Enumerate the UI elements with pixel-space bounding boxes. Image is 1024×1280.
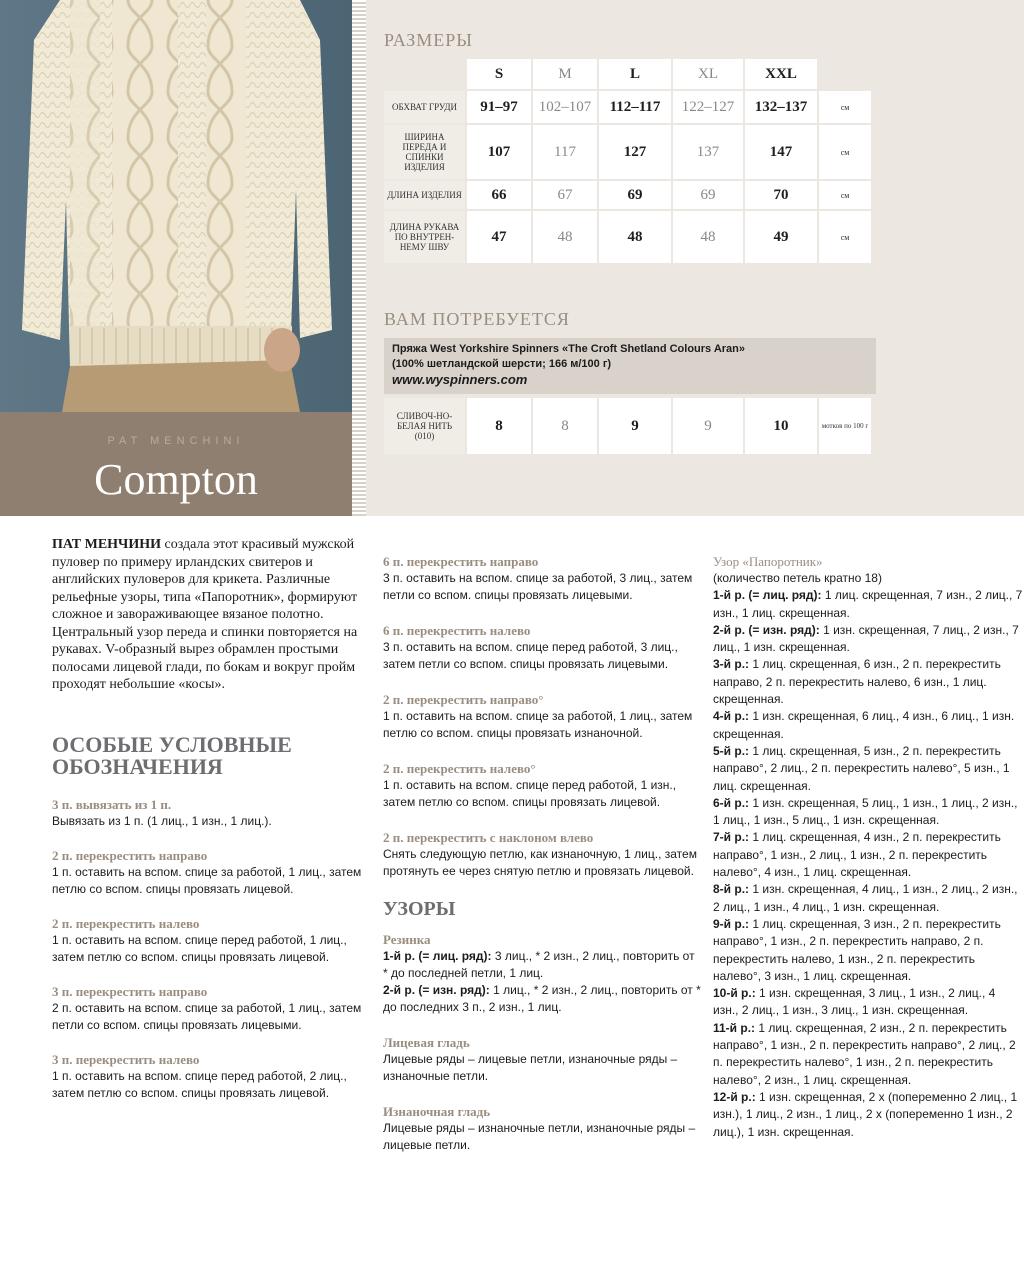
row-label bbox=[384, 398, 465, 454]
size-header: M bbox=[533, 59, 597, 89]
table-cell: 127 bbox=[599, 125, 671, 179]
row-label: 2-й р. (= изн. ряд): bbox=[713, 622, 820, 637]
pattern-row bbox=[383, 982, 701, 1016]
row-label: 1-й р. (= лиц. ряд): bbox=[713, 588, 822, 603]
fern-row bbox=[713, 985, 1024, 1020]
materials-heading: ВАМ ПОТРЕБУЕТСЯ bbox=[384, 309, 570, 329]
patterns-heading: УЗОРЫ bbox=[383, 898, 456, 920]
row-label: 1-й р. (= лиц. ряд): bbox=[383, 949, 492, 963]
table-cell: 137 bbox=[673, 125, 743, 179]
sweater-illustration bbox=[0, 0, 352, 412]
fern-title: Узор «Папоротник» bbox=[713, 554, 823, 569]
row-text: 1 лиц. скрещенная, 3 изн., 2 п. перекрестить направо°, 1 изн., 2 п. перекрестить направо, 2 п. перекрестить налево, 1 изн., 2 п. перекрестить налево°, 3 изн., 1 лиц. скрещенная. bbox=[713, 916, 1001, 983]
legend-item-title: 2 п. перекрестить направо° bbox=[383, 692, 544, 707]
legend-item bbox=[383, 760, 701, 811]
sweater-photo bbox=[0, 0, 352, 412]
fern-row bbox=[713, 1089, 1024, 1141]
legend-item bbox=[52, 847, 370, 898]
table-corner bbox=[819, 59, 871, 89]
table-cell: 48 bbox=[599, 211, 671, 263]
legend-item-title: 6 п. перекрестить налево bbox=[383, 623, 531, 638]
legend-item-desc: Вывязать из 1 п. (1 лиц., 1 изн., 1 лиц.). bbox=[52, 813, 272, 828]
fern-row bbox=[713, 795, 1024, 830]
table-cell: 48 bbox=[533, 211, 597, 263]
legend-item-desc: 3 п. оставить на вспом. спице за работой, 3 лиц., затем петли со вспом. спицы провязать лицевыми. bbox=[383, 571, 693, 602]
color-label: СЛИВОЧ-НО-БЕЛАЯ НИТЬ bbox=[396, 411, 453, 431]
fern-row bbox=[713, 587, 1024, 622]
legend-item bbox=[383, 691, 701, 742]
legend-item-title: 6 п. перекрестить направо bbox=[383, 554, 539, 569]
color-code: (010) bbox=[414, 431, 435, 441]
legend-item-desc: 1 п. оставить на вспом. спице за работой, 1 лиц., затем петлю со вспом. спицы провязать изнаночной. bbox=[383, 709, 693, 740]
legend-item bbox=[52, 1051, 370, 1102]
table-cell: 122–127 bbox=[673, 91, 743, 123]
table-cell: 9 bbox=[599, 398, 671, 454]
row-text: 1 лиц. скрещенная, 2 изн., 2 п. перекрестить направо°, 1 изн., 2 п. перекрестить направо°, 2 лиц., 2 п. перекрестить налево°, 1 изн., 2 п. перекрестить налево°, 2 изн., 1 лиц. скрещенная. bbox=[713, 1020, 1016, 1087]
fern-row bbox=[713, 916, 1024, 985]
legend-item-desc: 1 п. оставить на вспом. спице перед работой, 2 лиц., затем петлю со вспом. спицы провязать лицевой. bbox=[52, 1068, 347, 1100]
row-label: ДЛИНА РУКАВА ПО ВНУТРЕН-НЕМУ ШВУ bbox=[384, 211, 465, 263]
table-cell: 117 bbox=[533, 125, 597, 179]
legend-item bbox=[383, 553, 701, 604]
row-text: 1 изн. скрещенная, 3 лиц., 1 изн., 2 лиц., 4 изн., 2 лиц., 1 изн., 3 лиц., 1 изн. скрещенная. bbox=[713, 986, 996, 1018]
fern-row bbox=[713, 1020, 1024, 1089]
yarn-info bbox=[384, 338, 876, 394]
table-cell: 91–97 bbox=[467, 91, 531, 123]
table-row bbox=[384, 125, 871, 179]
fern-row bbox=[713, 708, 1024, 743]
row-label: 8-й р.: bbox=[713, 882, 750, 897]
legend-item-title: 2 п. перекрестить с наклоном влево bbox=[383, 830, 594, 845]
legend-item bbox=[52, 983, 370, 1034]
row-text: 3 лиц., * 2 изн., 2 лиц., повторить от * до последней петли, 1 лиц. bbox=[383, 949, 695, 980]
table-cell: 69 bbox=[673, 181, 743, 209]
table-row bbox=[384, 211, 871, 263]
fern-note: (количество петель кратно 18) bbox=[713, 571, 882, 585]
row-text: 1 изн. скрещенная, 6 лиц., 4 изн., 6 лиц., 1 изн. скрещенная. bbox=[713, 709, 1015, 741]
intro-body: создала этот красивый мужской пуловер по примеру ирландских свитеров и английских пуловеров для крикета. Различные рельефные узоры, типа «Папоротник», формируют сложное и завораживающее вязаное полотно. Центральный узор переда и спинки повторяется на рукавах. V-образный вырез обрамлен простыми полосами лицевой глади, по бокам и вокруг пройм проходят небольшие «косы». bbox=[52, 537, 358, 692]
legend-heading: ОСОБЫЕ УСЛОВНЫЕ ОБОЗНАЧЕНИЯ bbox=[52, 731, 292, 779]
table-cell: 48 bbox=[673, 211, 743, 263]
legend-item bbox=[383, 622, 701, 673]
row-text: 1 изн. скрещенная, 4 лиц., 1 изн., 2 лиц., 2 изн., 2 лиц., 1 изн., 4 лиц., 1 изн. скрещенная. bbox=[713, 882, 1018, 914]
row-label: 11-й р.: bbox=[713, 1020, 756, 1035]
pattern-row bbox=[383, 948, 701, 982]
row-text: 1 лиц. скрещенная, 7 изн., 2 лиц., 7 изн., 1 лиц. скрещенная. bbox=[713, 588, 1023, 620]
row-label: 3-й р.: bbox=[713, 657, 750, 672]
designer-name: PAT MENCHINI bbox=[107, 435, 245, 447]
table-cell: 112–117 bbox=[599, 91, 671, 123]
yarn-url: www.wyspinners.com bbox=[392, 372, 528, 387]
pattern-title: Изнаночная гладь bbox=[383, 1104, 491, 1119]
row-text: 1 изн. скрещенная, 2 х (попеременно 2 лиц., 1 изн.), 1 лиц., 2 изн., 1 лиц., 2 х (попеременно 1 изн., 2 лиц.), 1 изн. скрещенная. bbox=[713, 1089, 1018, 1139]
pattern-title: Лицевая гладь bbox=[383, 1035, 470, 1050]
legend-item-desc: 1 п. оставить на вспом. спице за работой, 1 лиц., затем петлю со вспом. спицы провязать лицевой. bbox=[52, 864, 362, 896]
legend-item-title: 2 п. перекрестить налево° bbox=[383, 761, 536, 776]
row-text: 1 лиц. скрещенная, 5 изн., 2 п. перекрестить направо°, 2 лиц., 2 п. перекрестить налево°, 5 изн., 1 лиц. скрещенная. bbox=[713, 743, 1010, 793]
legend-item bbox=[52, 796, 370, 830]
table-row bbox=[384, 398, 871, 454]
table-cell: 147 bbox=[745, 125, 817, 179]
size-header: XL bbox=[673, 59, 743, 89]
fern-row bbox=[713, 829, 1024, 881]
row-label: ШИРИНА ПЕРЕДА И СПИНКИ ИЗДЕЛИЯ bbox=[384, 125, 465, 179]
legend-item-desc: 3 п. оставить на вспом. спице перед работой, 3 лиц., затем петли со вспом. спицы провязать лицевыми. bbox=[383, 640, 678, 671]
pattern-desc: Лицевые ряды – изнаночные петли, изнаночные ряды – лицевые петли. bbox=[383, 1121, 696, 1152]
legend-item-desc: Снять следующую петлю, как изнаночную, 1 лиц., затем протянуть ее через снятую петлю и провязать лицевой. bbox=[383, 847, 697, 878]
table-cell: 132–137 bbox=[745, 91, 817, 123]
row-label: 9-й р.: bbox=[713, 916, 750, 931]
table-cell: 69 bbox=[599, 181, 671, 209]
row-text: 1 изн. скрещенная, 5 лиц., 1 изн., 1 лиц., 2 изн., 1 лиц., 1 изн., 5 лиц., 1 изн. скрещенная. bbox=[713, 795, 1018, 828]
column-middle bbox=[383, 553, 701, 1172]
legend-item bbox=[52, 915, 370, 966]
column-left bbox=[52, 536, 370, 1119]
column-right bbox=[713, 553, 1024, 1141]
unit-cell: см bbox=[819, 181, 871, 209]
row-label: 12-й р.: bbox=[713, 1089, 756, 1104]
pattern-stockinette bbox=[383, 1034, 701, 1085]
legend-item-title: 2 п. перекрестить направо bbox=[52, 847, 208, 863]
decorative-edge bbox=[352, 0, 366, 516]
table-cell: 70 bbox=[745, 181, 817, 209]
legend-item-desc: 1 п. оставить на вспом. спице перед работой, 1 изн., затем петлю со вспом. спицы провязать лицевой. bbox=[383, 778, 677, 809]
unit-cell: мотков по 100 г bbox=[819, 398, 871, 454]
fern-row bbox=[713, 743, 1024, 795]
table-row bbox=[384, 91, 871, 123]
table-row bbox=[384, 181, 871, 209]
legend-item-title: 2 п. перекрестить налево bbox=[52, 915, 200, 931]
sizes-table bbox=[382, 57, 873, 265]
yarn-name: Пряжа West Yorkshire Spinners «The Croft Shetland Colours Aran» bbox=[392, 343, 745, 355]
row-label: ДЛИНА ИЗДЕЛИЯ bbox=[384, 181, 465, 209]
size-header: XXL bbox=[745, 59, 817, 89]
pattern-desc: Лицевые ряды – лицевые петли, изнаночные ряды – изнаночные петли. bbox=[383, 1052, 678, 1083]
fern-row bbox=[713, 881, 1024, 916]
unit-cell: см bbox=[819, 125, 871, 179]
fern-row bbox=[713, 622, 1024, 657]
table-cell: 66 bbox=[467, 181, 531, 209]
sizes-heading: РАЗМЕРЫ bbox=[384, 30, 473, 50]
intro-lead: ПАТ МЕНЧИНИ bbox=[52, 537, 161, 552]
yarn-composition: (100% шетландской шерсти; 166 м/100 г) bbox=[392, 358, 612, 370]
legend-item-title: 3 п. перекрестить налево bbox=[52, 1051, 200, 1067]
fern-row bbox=[713, 656, 1024, 708]
table-cell: 10 bbox=[745, 398, 817, 454]
row-label: 10-й р.: bbox=[713, 986, 756, 1001]
table-row bbox=[384, 59, 871, 89]
table-cell: 8 bbox=[533, 398, 597, 454]
row-label: 5-й р.: bbox=[713, 743, 750, 758]
size-header: L bbox=[599, 59, 671, 89]
legend-item-title: 3 п. вывязать из 1 п. bbox=[52, 796, 172, 812]
pattern-title: Резинка bbox=[383, 932, 431, 947]
intro-text bbox=[52, 536, 370, 694]
row-text: 1 лиц., * 2 изн., 2 лиц., повторить от * до последних 3 п., 2 изн., 1 лиц. bbox=[383, 983, 701, 1014]
table-cell: 107 bbox=[467, 125, 531, 179]
table-cell: 9 bbox=[673, 398, 743, 454]
row-label: 2-й р. (= изн. ряд): bbox=[383, 983, 490, 997]
row-label: 7-й р.: bbox=[713, 830, 750, 845]
row-text: 1 изн. скрещенная, 7 лиц., 2 изн., 7 лиц., 1 изн. скрещенная. bbox=[713, 622, 1019, 655]
legend-item-desc: 1 п. оставить на вспом. спице перед работой, 1 лиц., затем петлю со вспом. спицы провязать лицевой. bbox=[52, 932, 347, 964]
pattern-title: Compton bbox=[94, 455, 258, 504]
pattern-rib bbox=[383, 931, 701, 1016]
table-cell: 8 bbox=[467, 398, 531, 454]
legend-item bbox=[383, 829, 701, 880]
legend-item-desc: 2 п. оставить на вспом. спице за работой, 1 лиц., затем петли со вспом. спицы провязать лицевыми. bbox=[52, 1000, 362, 1032]
row-text: 1 лиц. скрещенная, 6 изн., 2 п. перекрестить направо, 2 п. перекрестить налево, 6 изн., 1 лиц. скрещенная. bbox=[713, 657, 1001, 707]
yarn-amount-table bbox=[382, 396, 873, 456]
row-label: 6-й р.: bbox=[713, 795, 750, 810]
table-cell: 47 bbox=[467, 211, 531, 263]
row-label: 4-й р.: bbox=[713, 709, 750, 724]
unit-cell: см bbox=[819, 91, 871, 123]
table-cell: 67 bbox=[533, 181, 597, 209]
table-cell: 102–107 bbox=[533, 91, 597, 123]
size-header: S bbox=[467, 59, 531, 89]
table-cell: 49 bbox=[745, 211, 817, 263]
row-text: 1 лиц. скрещенная, 4 изн., 2 п. перекрестить направо°, 1 изн., 2 лиц., 1 изн., 2 п. перекрестить налево°, 4 изн., 1 лиц. скрещенная. bbox=[713, 830, 1001, 880]
legend-item-title: 3 п. перекрестить направо bbox=[52, 983, 208, 999]
pattern-reverse-stockinette bbox=[383, 1103, 701, 1154]
unit-cell: см bbox=[819, 211, 871, 263]
table-corner bbox=[384, 59, 465, 89]
row-label: ОБХВАТ ГРУДИ bbox=[384, 91, 465, 123]
